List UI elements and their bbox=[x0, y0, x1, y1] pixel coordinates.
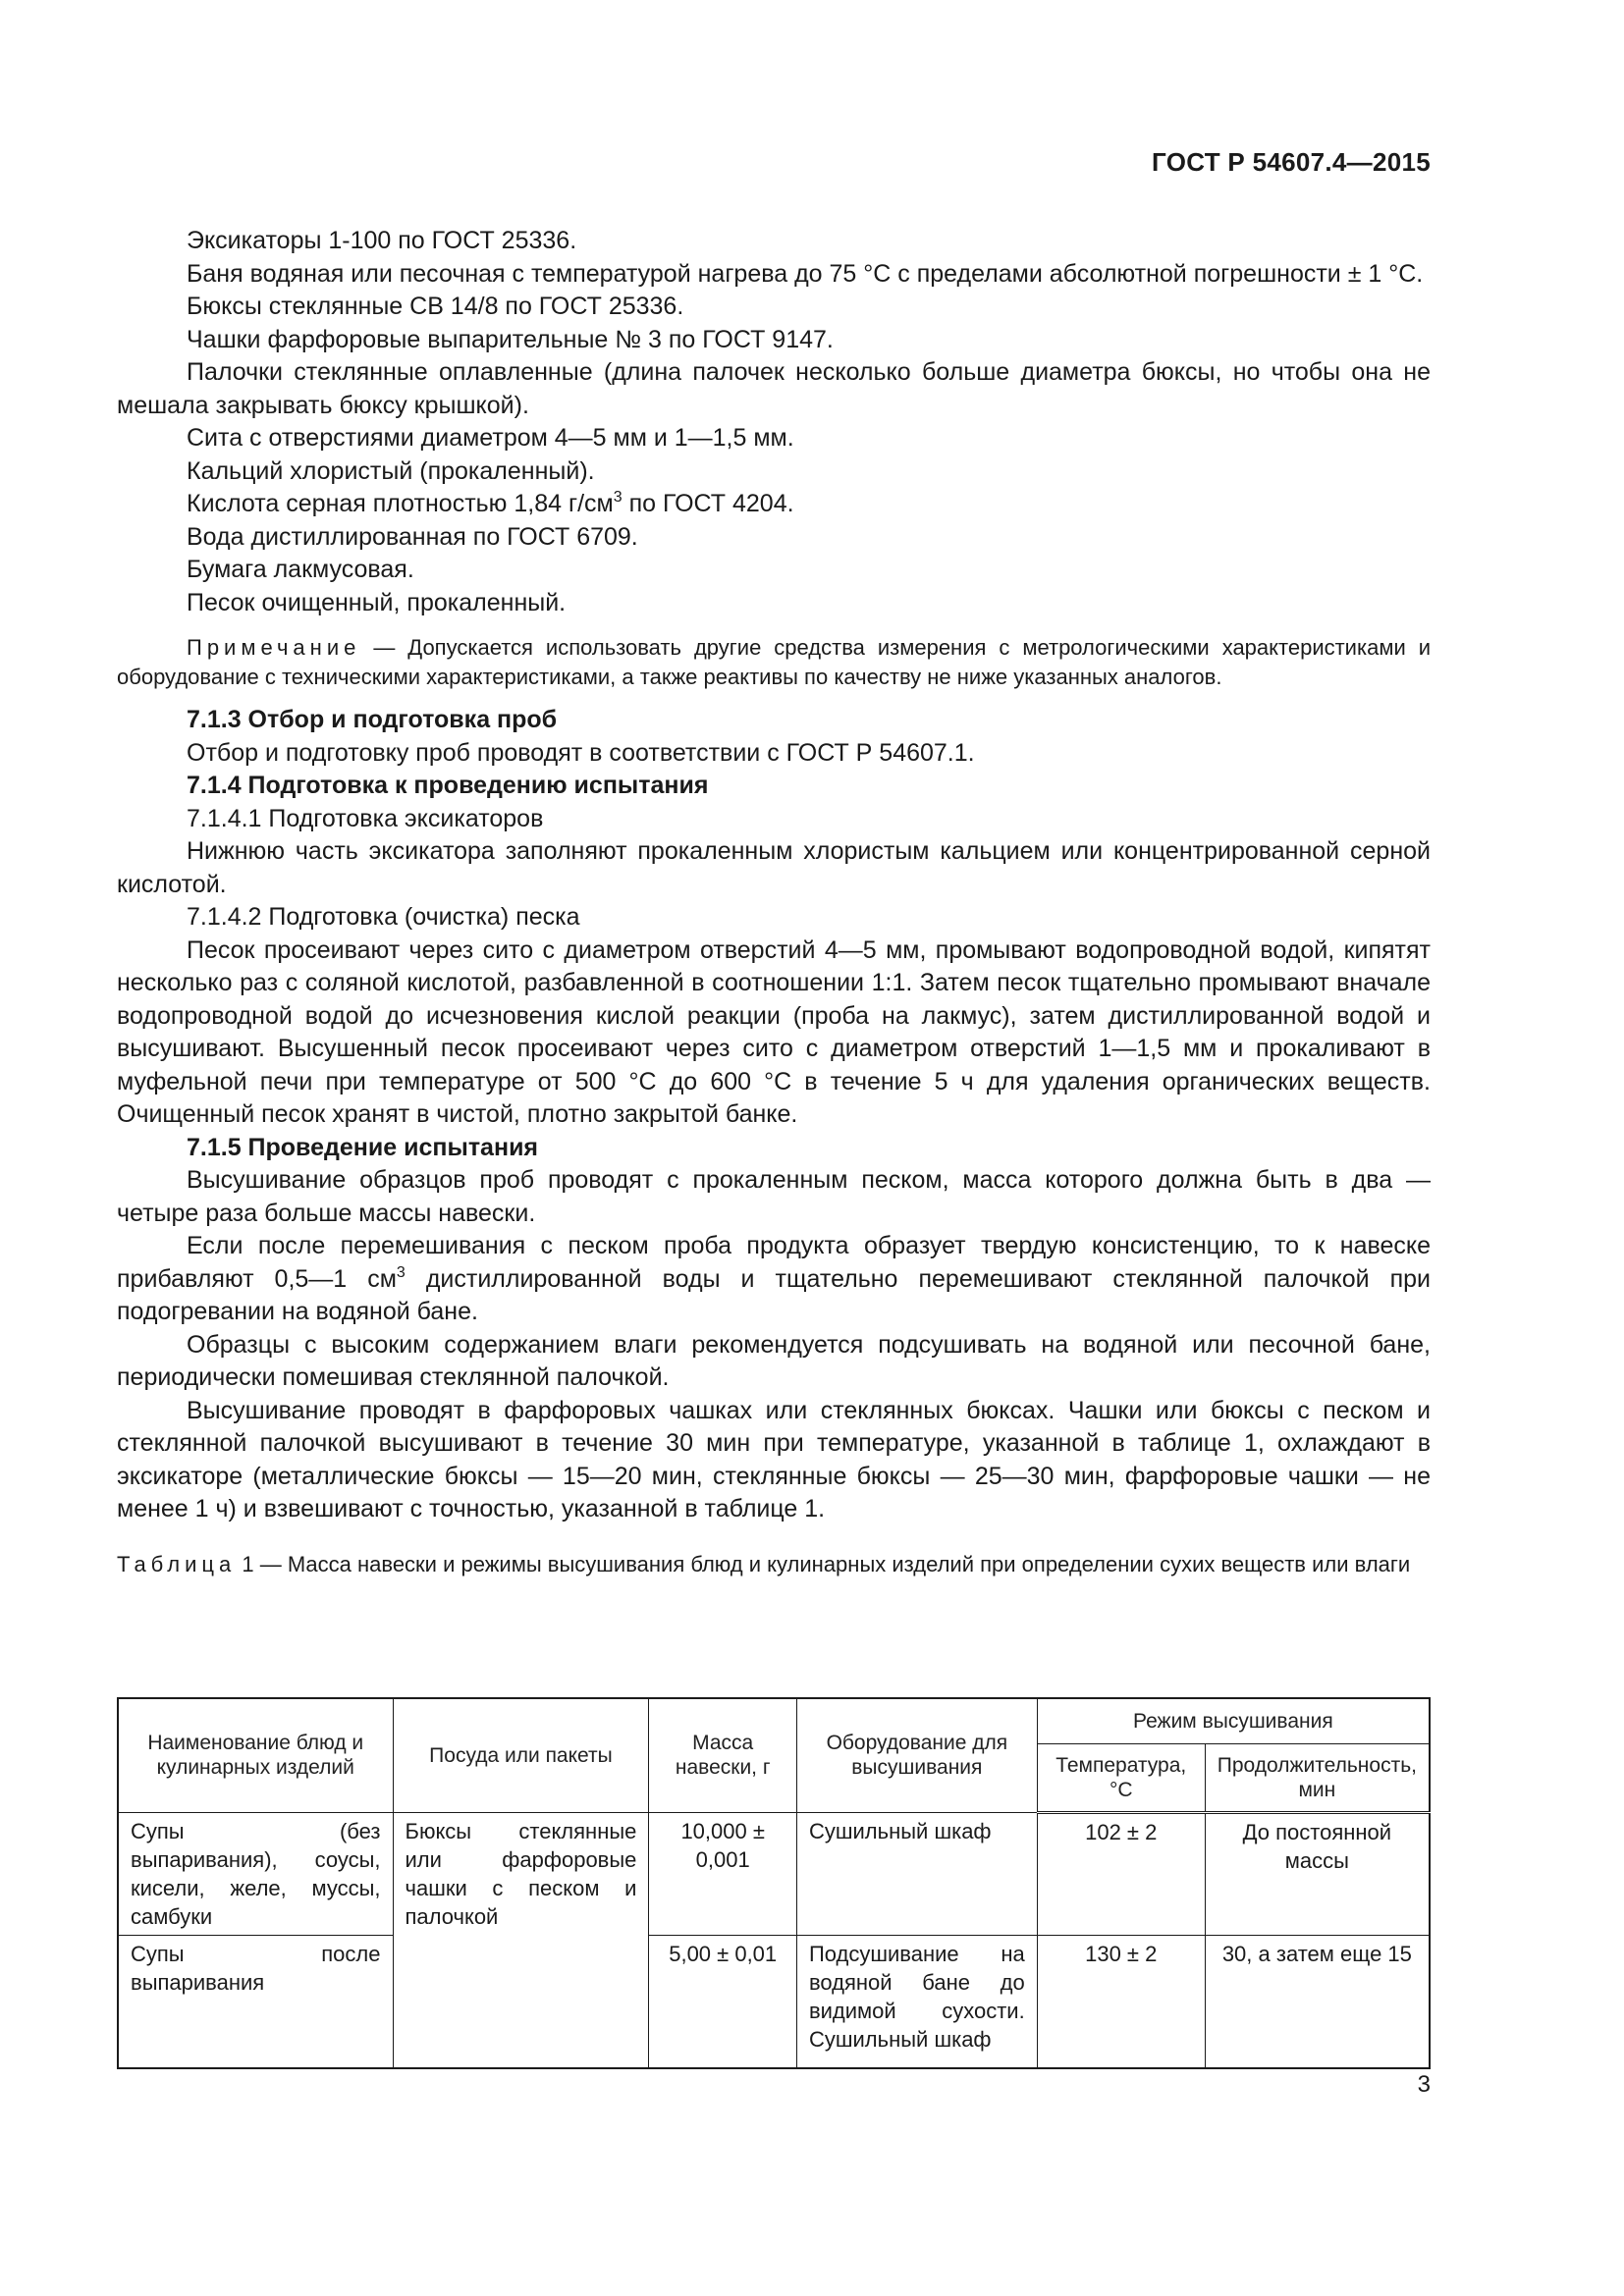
drying-modes-table bbox=[117, 1697, 1431, 2069]
cell-name: Супы (без выпаривания), соусы, кисели, желе, муссы, самбуки bbox=[118, 1812, 393, 1935]
cell-mass: 10,000 ± 0,001 bbox=[649, 1812, 797, 1935]
text-part: Если после перемешивания с песком проба продукта образует твердую консистенцию, то к навеске прибавляют 0,5—1 см bbox=[117, 1232, 1431, 1293]
section-heading-7-1-5: 7.1.5 Проведение испытания bbox=[187, 1133, 539, 1161]
header-drying-mode: Режим высушивания bbox=[1037, 1698, 1430, 1743]
equipment-line: Баня водяная или песочная с температурой нагрева до 75 °С с пределами абсолютной погрешности ± 1 °С. bbox=[187, 259, 1424, 288]
equipment-line: Бюксы стеклянные СВ 14/8 по ГОСТ 25336. bbox=[187, 293, 684, 320]
equipment-line: Песок очищенный, прокаленный. bbox=[187, 588, 567, 616]
subsection-heading: 7.1.4.1 Подготовка эксикаторов bbox=[187, 804, 544, 832]
section-heading-7-1-3: 7.1.3 Отбор и подготовка проб bbox=[187, 706, 558, 733]
note bbox=[117, 633, 1431, 692]
equipment-line: Сита с отверстиями диаметром 4—5 мм и 1—1,5 мм. bbox=[187, 424, 794, 452]
table-row bbox=[118, 1935, 1430, 2068]
note-text: — Допускается использовать другие средства измерения с метрологическими характеристиками и оборудование с техническими характеристиками, а также реактивы по качеству не ниже указанных аналогов. bbox=[117, 635, 1431, 689]
subsection-heading: 7.1.4.2 Подготовка (очистка) песка bbox=[187, 903, 580, 931]
section-text: Отбор и подготовку проб проводят в соответствии с ГОСТ Р 54607.1. bbox=[187, 738, 975, 767]
section-text: Песок просеивают через сито с диаметром отверстий 4—5 мм, промывают водопроводной водой, кипятят несколько раз с соляной кислотой, разбавленной в соотношении 1:1. Затем песок тщательно промывают вначале водопроводной водой до исчезновения кислой реакции (проба на лакмус), затем дистиллированной водой и высушивают. Высушенный песок просеивают через сито с диаметром отверстий 1—1,5 мм и прокаливают в муфельной печи при температуре от 500 °С до 600 °С в течение 5 ч для удаления органических веществ. Очищенный песок хранят в чистой, плотно закрытой банке. bbox=[117, 935, 1431, 1128]
table-caption bbox=[117, 1550, 1431, 1579]
header-duration: Продолжительность, мин bbox=[1205, 1743, 1430, 1812]
equipment-line: Чашки фарфоровые выпарительные № 3 по ГОСТ 9147. bbox=[187, 325, 834, 353]
acid-line-text: Кислота серная плотностью 1,84 г/см bbox=[187, 490, 614, 517]
header-name: Наименование блюд и кулинарных изделий bbox=[118, 1698, 393, 1812]
header-equipment: Оборудование для высушивания bbox=[796, 1698, 1037, 1812]
acid-line bbox=[117, 488, 1431, 521]
section-text: Высушивание образцов проб проводят с прокаленным песком, масса которого должна быть в два — четыре раза больше массы навески. bbox=[117, 1166, 1431, 1227]
cell-temperature: 130 ± 2 bbox=[1037, 1935, 1205, 2068]
section-heading-7-1-4: 7.1.4 Подготовка к проведению испытания bbox=[187, 772, 709, 799]
section-text: Высушивание проводят в фарфоровых чашках или стеклянных бюксах. Чашки или бюксы с песком и стеклянной палочкой высушивают в течение 30 мин при температуре, указанной в таблице 1, охлаждают в эксикаторе (металлические бюксы — 15—20 мин, стеклянные бюксы — 25—30 мин, фарфоровые чашки — не менее 1 ч) и взвешивают с точностью, указанной в таблице 1. bbox=[117, 1396, 1431, 1522]
header-temperature: Температура, °С bbox=[1037, 1743, 1205, 1812]
cell-name: Супы после выпаривания bbox=[118, 1935, 393, 2068]
cell-mass: 5,00 ± 0,01 bbox=[649, 1935, 797, 2068]
document-id-header: ГОСТ Р 54607.4—2015 bbox=[1152, 147, 1431, 177]
section-text: Образцы с высоким содержанием влаги рекомендуется подсушивать на водяной или песочной бане, периодически помешивая стеклянной палочкой. bbox=[117, 1330, 1431, 1391]
cell-equipment: Подсушивание на водяной бане до видимой сухости. Сушильный шкаф bbox=[796, 1935, 1037, 2068]
superscript: 3 bbox=[396, 1263, 406, 1281]
cell-equipment: Сушильный шкаф bbox=[796, 1812, 1037, 1935]
equipment-line: Бумага лакмусовая. bbox=[187, 556, 414, 583]
table-row bbox=[118, 1812, 1430, 1935]
table-caption-label: Таблица bbox=[117, 1551, 237, 1576]
page-number: 3 bbox=[1417, 2071, 1431, 2098]
cell-dish: Бюксы стеклянные или фарфоровые чашки с песком и палочкой bbox=[393, 1812, 649, 2068]
equipment-line: Палочки стеклянные оплавленные (длина палочек несколько больше диаметра бюксы, но чтобы она не мешала закрывать бюксу крышкой). bbox=[117, 358, 1431, 419]
cell-duration: До постоянной массы bbox=[1205, 1812, 1430, 1935]
cell-duration: 30, а затем еще 15 bbox=[1205, 1935, 1430, 2068]
header-dish: Посуда или пакеты bbox=[393, 1698, 649, 1812]
page-content bbox=[117, 225, 1431, 1579]
table-caption-text: 1 — Масса навески и режимы высушивания блюд и кулинарных изделий при определении сухих веществ или влаги bbox=[236, 1551, 1411, 1576]
equipment-line: Вода дистиллированная по ГОСТ 6709. bbox=[187, 522, 638, 551]
equipment-line: Эксикаторы 1-100 по ГОСТ 25336. bbox=[187, 227, 577, 254]
acid-line-sup: 3 bbox=[613, 489, 623, 506]
equipment-line: Кальций хлористый (прокаленный). bbox=[187, 456, 595, 485]
note-label: Примечание bbox=[187, 635, 361, 660]
acid-line-tail: по ГОСТ 4204. bbox=[622, 490, 794, 517]
text-part: дистиллированной воды и тщательно перемешивают стеклянной палочкой при подогревании на водяной бане. bbox=[117, 1264, 1431, 1325]
header-mass: Масса навески, г bbox=[649, 1698, 797, 1812]
section-text bbox=[117, 1230, 1431, 1329]
cell-temperature: 102 ± 2 bbox=[1037, 1812, 1205, 1935]
section-text: Нижнюю часть эксикатора заполняют прокаленным хлористым кальцием или концентрированной серной кислотой. bbox=[117, 837, 1431, 898]
